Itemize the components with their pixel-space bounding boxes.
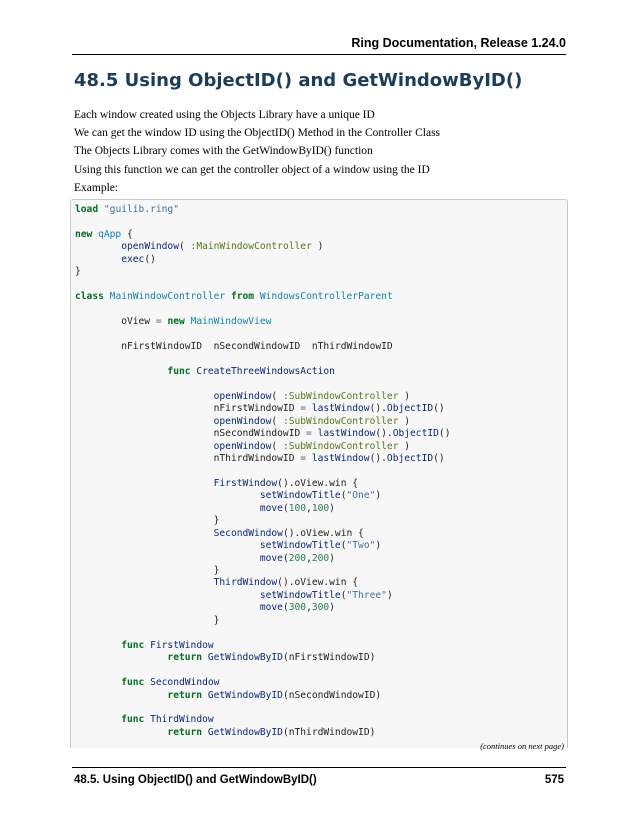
code-line: nFirstWindowID = lastWindow().ObjectID() xyxy=(75,403,445,415)
code-line: openWindow( :SubWindowController ) xyxy=(213,415,411,427)
code-line: openWindow( :MainWindowController ) xyxy=(121,241,324,253)
code-block xyxy=(70,199,568,748)
paragraph: Each window created using the Objects Library have a unique ID xyxy=(74,109,375,121)
running-header: Ring Documentation, Release 1.24.0 xyxy=(351,36,566,50)
code-line: exec() xyxy=(121,253,156,265)
code-listing xyxy=(71,200,567,739)
code-line xyxy=(75,279,563,291)
code-line: move(300,300) xyxy=(259,602,335,614)
code-line: return GetWindowByID(nFirstWindowID) xyxy=(167,652,376,664)
code-line: func FirstWindow xyxy=(121,639,214,651)
code-line: return GetWindowByID(nSecondWindowID) xyxy=(167,689,382,701)
footer-section-label: 48.5. Using ObjectID() and GetWindowByID() xyxy=(74,774,317,786)
code-line: openWindow( :SubWindowController ) xyxy=(213,390,411,402)
code-line xyxy=(75,216,563,228)
code-line xyxy=(75,378,563,390)
code-line: SecondWindow().oView.win { xyxy=(213,527,364,539)
code-line: oView = new MainWindowView xyxy=(75,316,272,328)
code-line: nFirstWindowID nSecondWindowID nThirdWindowID xyxy=(75,340,393,352)
code-line: func ThirdWindow xyxy=(121,714,214,726)
code-line: move(100,100) xyxy=(259,502,335,514)
code-line xyxy=(75,353,563,365)
code-line: load "guilib.ring" xyxy=(75,204,179,215)
code-line xyxy=(75,627,563,639)
code-line xyxy=(75,328,563,340)
paragraph: The Objects Library comes with the GetWindowByID() function xyxy=(74,145,373,157)
header-rule xyxy=(72,54,566,55)
code-line: } xyxy=(75,565,220,577)
code-line: } xyxy=(75,515,220,527)
code-line: return GetWindowByID(nThirdWindowID) xyxy=(167,726,376,738)
code-line: openWindow( :SubWindowController ) xyxy=(213,440,411,452)
code-line: new qApp { xyxy=(75,228,133,240)
code-line: move(200,200) xyxy=(259,552,335,564)
code-line: nThirdWindowID = lastWindow().ObjectID() xyxy=(75,452,445,464)
paragraph: Using this function we can get the controller object of a window using the ID xyxy=(74,164,430,176)
code-line: func SecondWindow xyxy=(121,677,220,689)
code-line: } xyxy=(75,266,81,278)
code-line: func CreateThreeWindowsAction xyxy=(167,365,335,377)
code-line xyxy=(75,702,563,714)
footer-rule xyxy=(72,767,566,768)
code-line: setWindowTitle("Two") xyxy=(259,540,382,552)
paragraph: Example: xyxy=(74,182,119,194)
code-line: class MainWindowController from WindowsControllerParent xyxy=(75,291,393,303)
code-line: } xyxy=(75,614,220,626)
code-line: FirstWindow().oView.win { xyxy=(213,477,359,489)
code-line: setWindowTitle("One") xyxy=(259,490,382,502)
continues-note: (continues on next page) xyxy=(480,741,564,751)
section-title: 48.5 Using ObjectID() and GetWindowByID() xyxy=(74,70,523,91)
code-line xyxy=(75,304,563,316)
code-line xyxy=(75,465,563,477)
code-line xyxy=(75,665,563,677)
code-line: nSecondWindowID = lastWindow().ObjectID() xyxy=(75,428,451,440)
code-line: setWindowTitle("Three") xyxy=(259,589,393,601)
paragraph: We can get the window ID using the ObjectID() Method in the Controller Class xyxy=(74,127,441,139)
page-number: 575 xyxy=(544,774,564,786)
code-line: ThirdWindow().oView.win { xyxy=(213,577,359,589)
